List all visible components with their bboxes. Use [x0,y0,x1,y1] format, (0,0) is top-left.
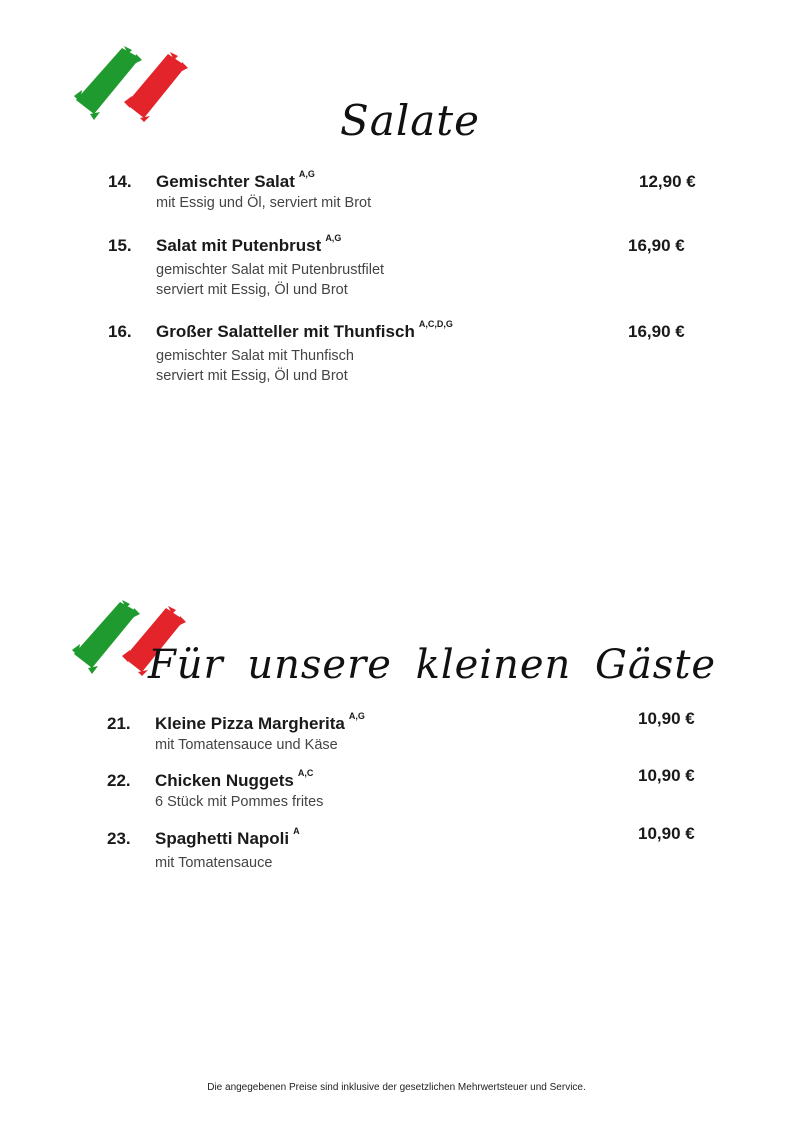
item-name-text: Salat mit Putenbrust [156,236,322,255]
item-number: 16. [108,322,132,341]
section-title-salate: Salate [340,96,481,145]
section-title-kids: Für unsere kleinen Gäste [148,642,717,688]
item-description-line: gemischter Salat mit Thunfisch [156,348,354,364]
item-name-text: Kleine Pizza Margherita [155,714,345,733]
allergen-codes: A,G [325,233,342,243]
item-name [156,233,342,256]
item-description [155,735,338,755]
item-name [155,768,314,791]
item-name-text: Spaghetti Napoli [155,829,290,848]
allergen-codes: A,G [298,169,315,179]
allergen-codes: A,C,D,G [418,319,453,329]
item-number: 14. [108,172,132,191]
allergen-codes: A [293,826,300,836]
item-number: 23. [107,829,131,848]
item-description [155,853,272,873]
allergen-codes: A,C [297,768,314,778]
item-description [155,792,323,812]
item-description-line: serviert mit Essig, Öl und Brot [156,282,348,298]
flag-green-stroke [72,600,140,674]
item-name [155,826,300,849]
item-price: 16,90 € [628,236,685,255]
item-price: 10,90 € [638,766,695,785]
item-description-line: mit Essig und Öl, serviert mit Brot [156,195,372,211]
italian-flag-brush-icon [70,42,190,124]
item-name [156,169,315,192]
item-number: 21. [107,714,131,733]
allergen-codes: A,G [348,711,365,721]
item-description [156,346,354,386]
flag-green-stroke [74,46,142,120]
item-description-line: serviert mit Essig, Öl und Brot [156,368,348,384]
item-number: 22. [107,771,131,790]
footer-note: Die angegebenen Preise sind inklusive der gesetzlichen Mehrwertsteuer und Service. [207,1082,586,1093]
item-description [156,193,371,213]
item-name [156,319,453,342]
item-name-text: Gemischter Salat [156,172,295,191]
item-name [155,711,365,734]
item-price: 16,90 € [628,322,685,341]
item-price: 10,90 € [638,709,695,728]
item-price: 10,90 € [638,824,695,843]
item-number: 15. [108,236,132,255]
item-description-line: gemischter Salat mit Putenbrustfilet [156,262,385,278]
item-description-line: mit Tomatensauce [155,855,273,871]
item-description-line: mit Tomatensauce und Käse [155,737,338,753]
item-price: 12,90 € [639,172,696,191]
item-name-text: Großer Salatteller mit Thunfisch [156,322,415,341]
item-description [156,260,384,300]
item-name-text: Chicken Nuggets [155,771,294,790]
item-description-line: 6 Stück mit Pommes frites [155,794,324,810]
